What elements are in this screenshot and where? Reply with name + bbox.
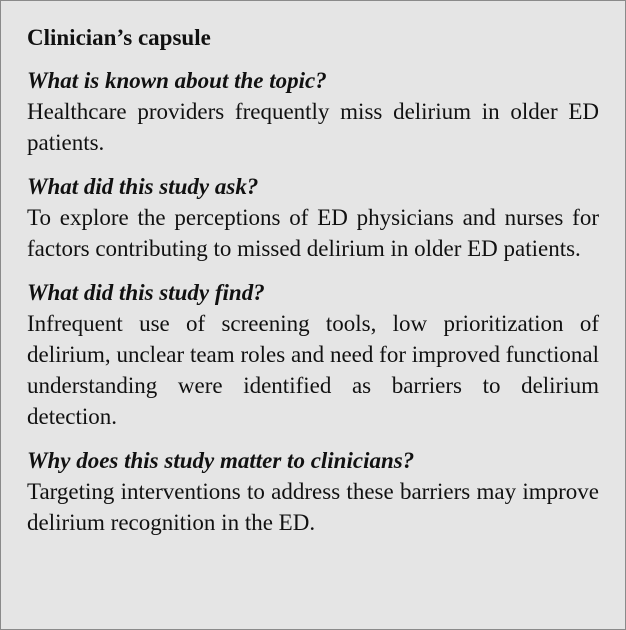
answer-find: Infrequent use of screening tools, low prioritization of delirium, unclear team roles and need for improved functional understanding were identified as barriers to delirium detection.: [27, 311, 599, 429]
question-find: What did this study find?: [27, 280, 265, 305]
capsule-section-find: [27, 277, 599, 432]
question-known: What is known about the topic?: [27, 68, 327, 93]
answer-known: Healthcare providers frequently miss delirium in older ED patients.: [27, 99, 599, 155]
answer-matter: Targeting interventions to address these barriers may improve delirium recognition in the ED.: [27, 479, 599, 535]
capsule-section-matter: [27, 445, 599, 538]
capsule-section-ask: [27, 171, 599, 264]
question-matter: Why does this study matter to clinicians?: [27, 448, 415, 473]
capsule-title: Clinician’s capsule: [27, 25, 211, 50]
question-ask: What did this study ask?: [27, 174, 259, 199]
answer-ask: To explore the perceptions of ED physicians and nurses for factors contributing to missed delirium in older ED patients.: [27, 205, 599, 261]
capsule-section-known: [27, 65, 599, 158]
capsule-content: [27, 23, 599, 551]
